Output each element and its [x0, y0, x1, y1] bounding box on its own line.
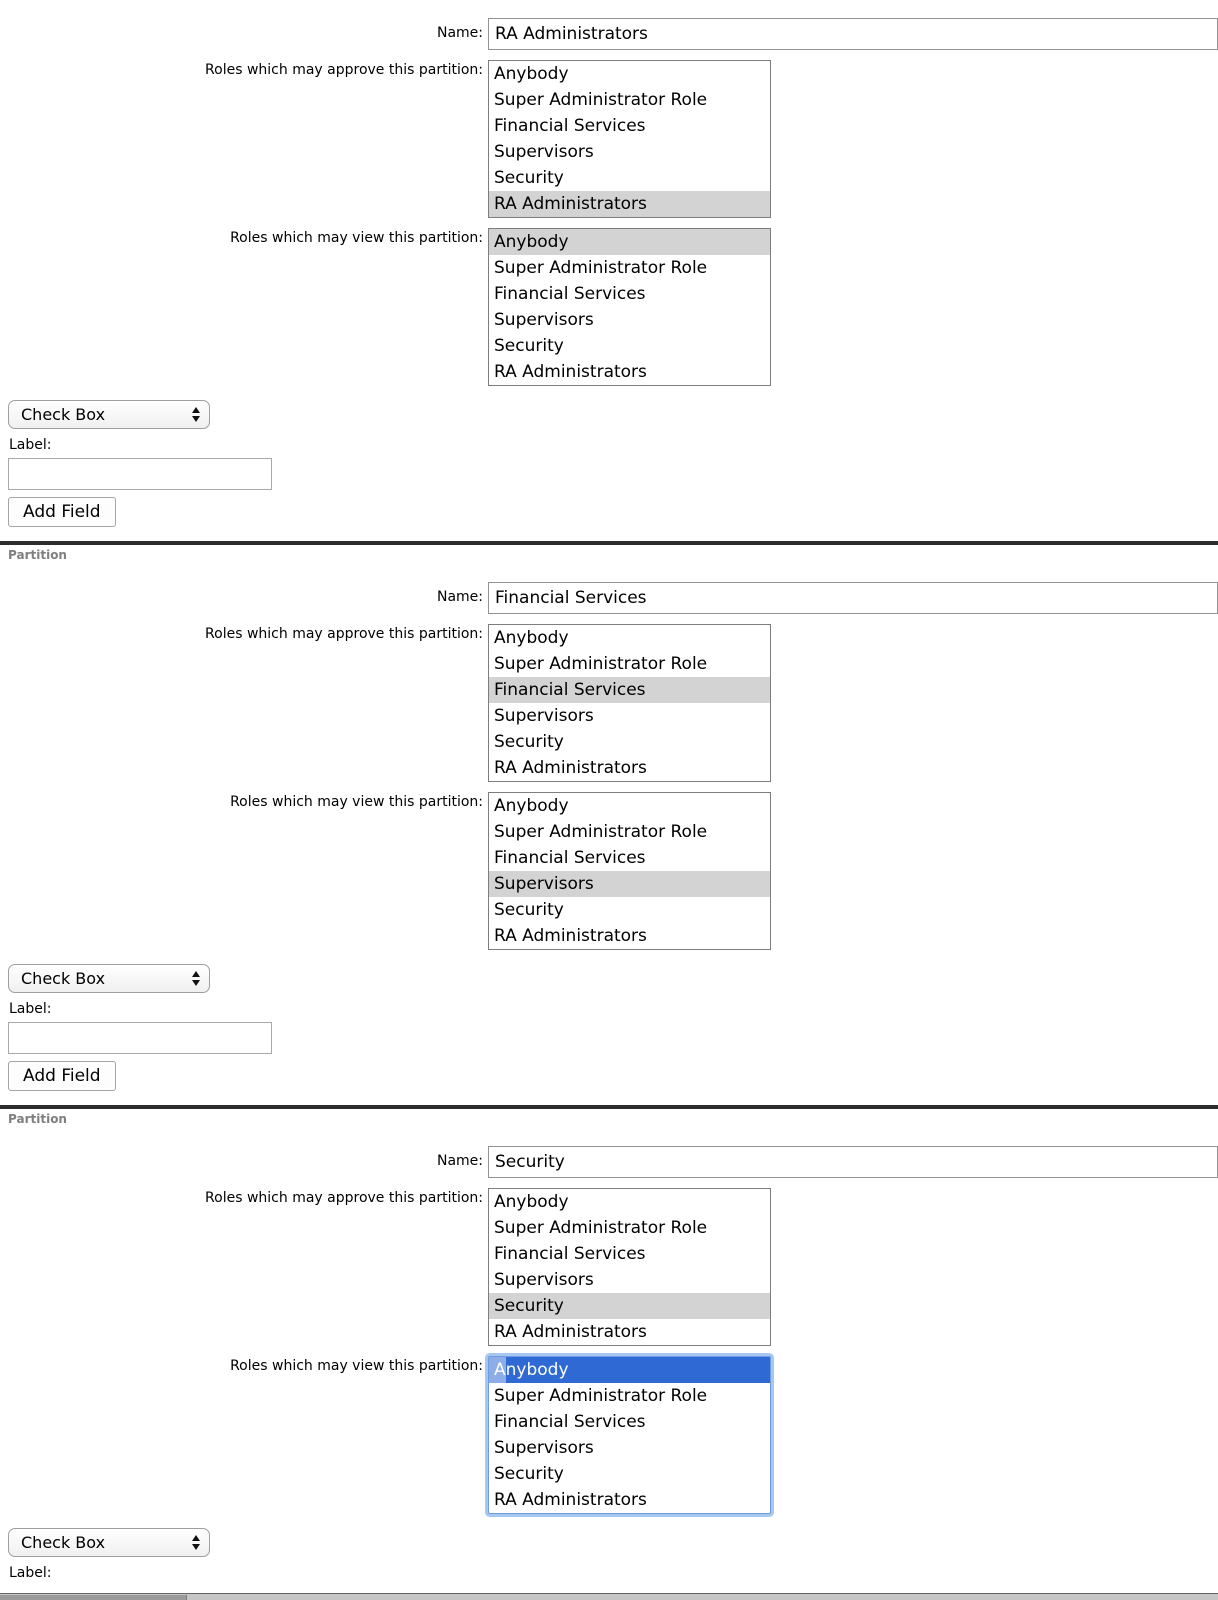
view-roles-label: Roles which may view this partition:	[230, 794, 483, 810]
role-option-selected[interactable]: Supervisors	[489, 871, 770, 897]
updown-arrows-icon	[192, 407, 200, 422]
role-option[interactable]: Security	[494, 732, 564, 752]
role-option-selected[interactable]: RA Administrators	[489, 191, 770, 217]
approve-roles-listbox[interactable]	[488, 60, 771, 218]
role-option[interactable]: Financial Services	[494, 1244, 646, 1264]
partition-legend: Partition	[8, 1112, 67, 1126]
role-option[interactable]: Security	[494, 1464, 564, 1484]
role-option[interactable]: Supervisors	[494, 1438, 594, 1458]
role-option-selected[interactable]: Financial Services	[489, 677, 770, 703]
field-label-input[interactable]	[8, 1022, 272, 1054]
role-option[interactable]: Anybody	[494, 64, 569, 84]
updown-arrows-icon	[192, 971, 200, 986]
field-type-select[interactable]	[8, 1528, 210, 1557]
field-label-caption: Label:	[9, 1001, 52, 1017]
partition-name-input[interactable]	[488, 582, 1218, 614]
role-option[interactable]: Financial Services	[494, 1412, 646, 1432]
view-roles-listbox[interactable]	[488, 228, 771, 386]
add-field-button[interactable]: Add Field	[8, 497, 116, 527]
partition-section-3	[0, 1146, 1218, 1581]
field-type-value: Check Box	[21, 1533, 106, 1552]
field-type-value: Check Box	[21, 969, 106, 988]
role-option[interactable]: Anybody	[494, 1192, 569, 1212]
view-roles-label: Roles which may view this partition:	[230, 230, 483, 246]
field-type-select[interactable]	[8, 400, 210, 429]
role-option[interactable]: Supervisors	[494, 706, 594, 726]
field-label-caption: Label:	[9, 437, 52, 453]
approve-roles-listbox[interactable]	[488, 1188, 771, 1346]
role-option[interactable]: RA Administrators	[494, 362, 647, 382]
view-roles-listbox-focused[interactable]	[488, 1356, 771, 1514]
role-option[interactable]: Super Administrator Role	[494, 1386, 708, 1406]
partition-name-input[interactable]	[488, 1146, 1218, 1178]
name-label: Name:	[436, 25, 483, 41]
partition-name-input[interactable]	[488, 18, 1218, 50]
role-option[interactable]: Super Administrator Role	[494, 822, 708, 842]
role-option[interactable]: Supervisors	[494, 310, 594, 330]
role-option-selected[interactable]: Anybody	[489, 229, 770, 255]
field-label-caption: Label:	[9, 1565, 52, 1581]
updown-arrows-icon	[192, 1535, 200, 1550]
add-field-button[interactable]: Add Field	[8, 1061, 116, 1091]
approve-roles-label: Roles which may approve this partition:	[205, 1190, 483, 1206]
partition-legend: Partition	[8, 548, 67, 562]
role-option[interactable]: Anybody	[494, 628, 569, 648]
role-option-selected[interactable]: Anybody	[489, 1357, 770, 1383]
field-type-value: Check Box	[21, 405, 106, 424]
field-type-select[interactable]	[8, 964, 210, 993]
role-option[interactable]: RA Administrators	[494, 926, 647, 946]
horizontal-scrollbar[interactable]	[0, 1593, 1218, 1600]
role-option[interactable]: Anybody	[494, 796, 569, 816]
field-label-input[interactable]	[8, 458, 272, 490]
role-option[interactable]: Financial Services	[494, 116, 646, 136]
view-roles-label: Roles which may view this partition:	[230, 1358, 483, 1374]
horizontal-scrollbar-thumb[interactable]	[0, 1595, 187, 1600]
role-option[interactable]: RA Administrators	[494, 1322, 647, 1342]
role-option[interactable]: Financial Services	[494, 284, 646, 304]
approve-roles-label: Roles which may approve this partition:	[205, 62, 483, 78]
role-option[interactable]: RA Administrators	[494, 1490, 647, 1510]
view-roles-listbox[interactable]	[488, 792, 771, 950]
partition-section-2	[0, 582, 1218, 1091]
role-option[interactable]: Supervisors	[494, 142, 594, 162]
role-option[interactable]: Security	[494, 168, 564, 188]
name-label: Name:	[436, 1153, 483, 1169]
role-option[interactable]: Super Administrator Role	[494, 654, 708, 674]
role-option-selected[interactable]: Security	[489, 1293, 770, 1319]
role-option[interactable]: Supervisors	[494, 1270, 594, 1290]
approve-roles-label: Roles which may approve this partition:	[205, 626, 483, 642]
partition-section-1	[0, 0, 1218, 527]
role-option[interactable]: Financial Services	[494, 848, 646, 868]
role-option[interactable]: Super Administrator Role	[494, 258, 708, 278]
role-option[interactable]: Super Administrator Role	[494, 1218, 708, 1238]
approve-roles-listbox[interactable]	[488, 624, 771, 782]
role-option[interactable]: RA Administrators	[494, 758, 647, 778]
role-option[interactable]: Security	[494, 900, 564, 920]
role-option[interactable]: Security	[494, 336, 564, 356]
role-option[interactable]: Super Administrator Role	[494, 90, 708, 110]
name-label: Name:	[436, 589, 483, 605]
